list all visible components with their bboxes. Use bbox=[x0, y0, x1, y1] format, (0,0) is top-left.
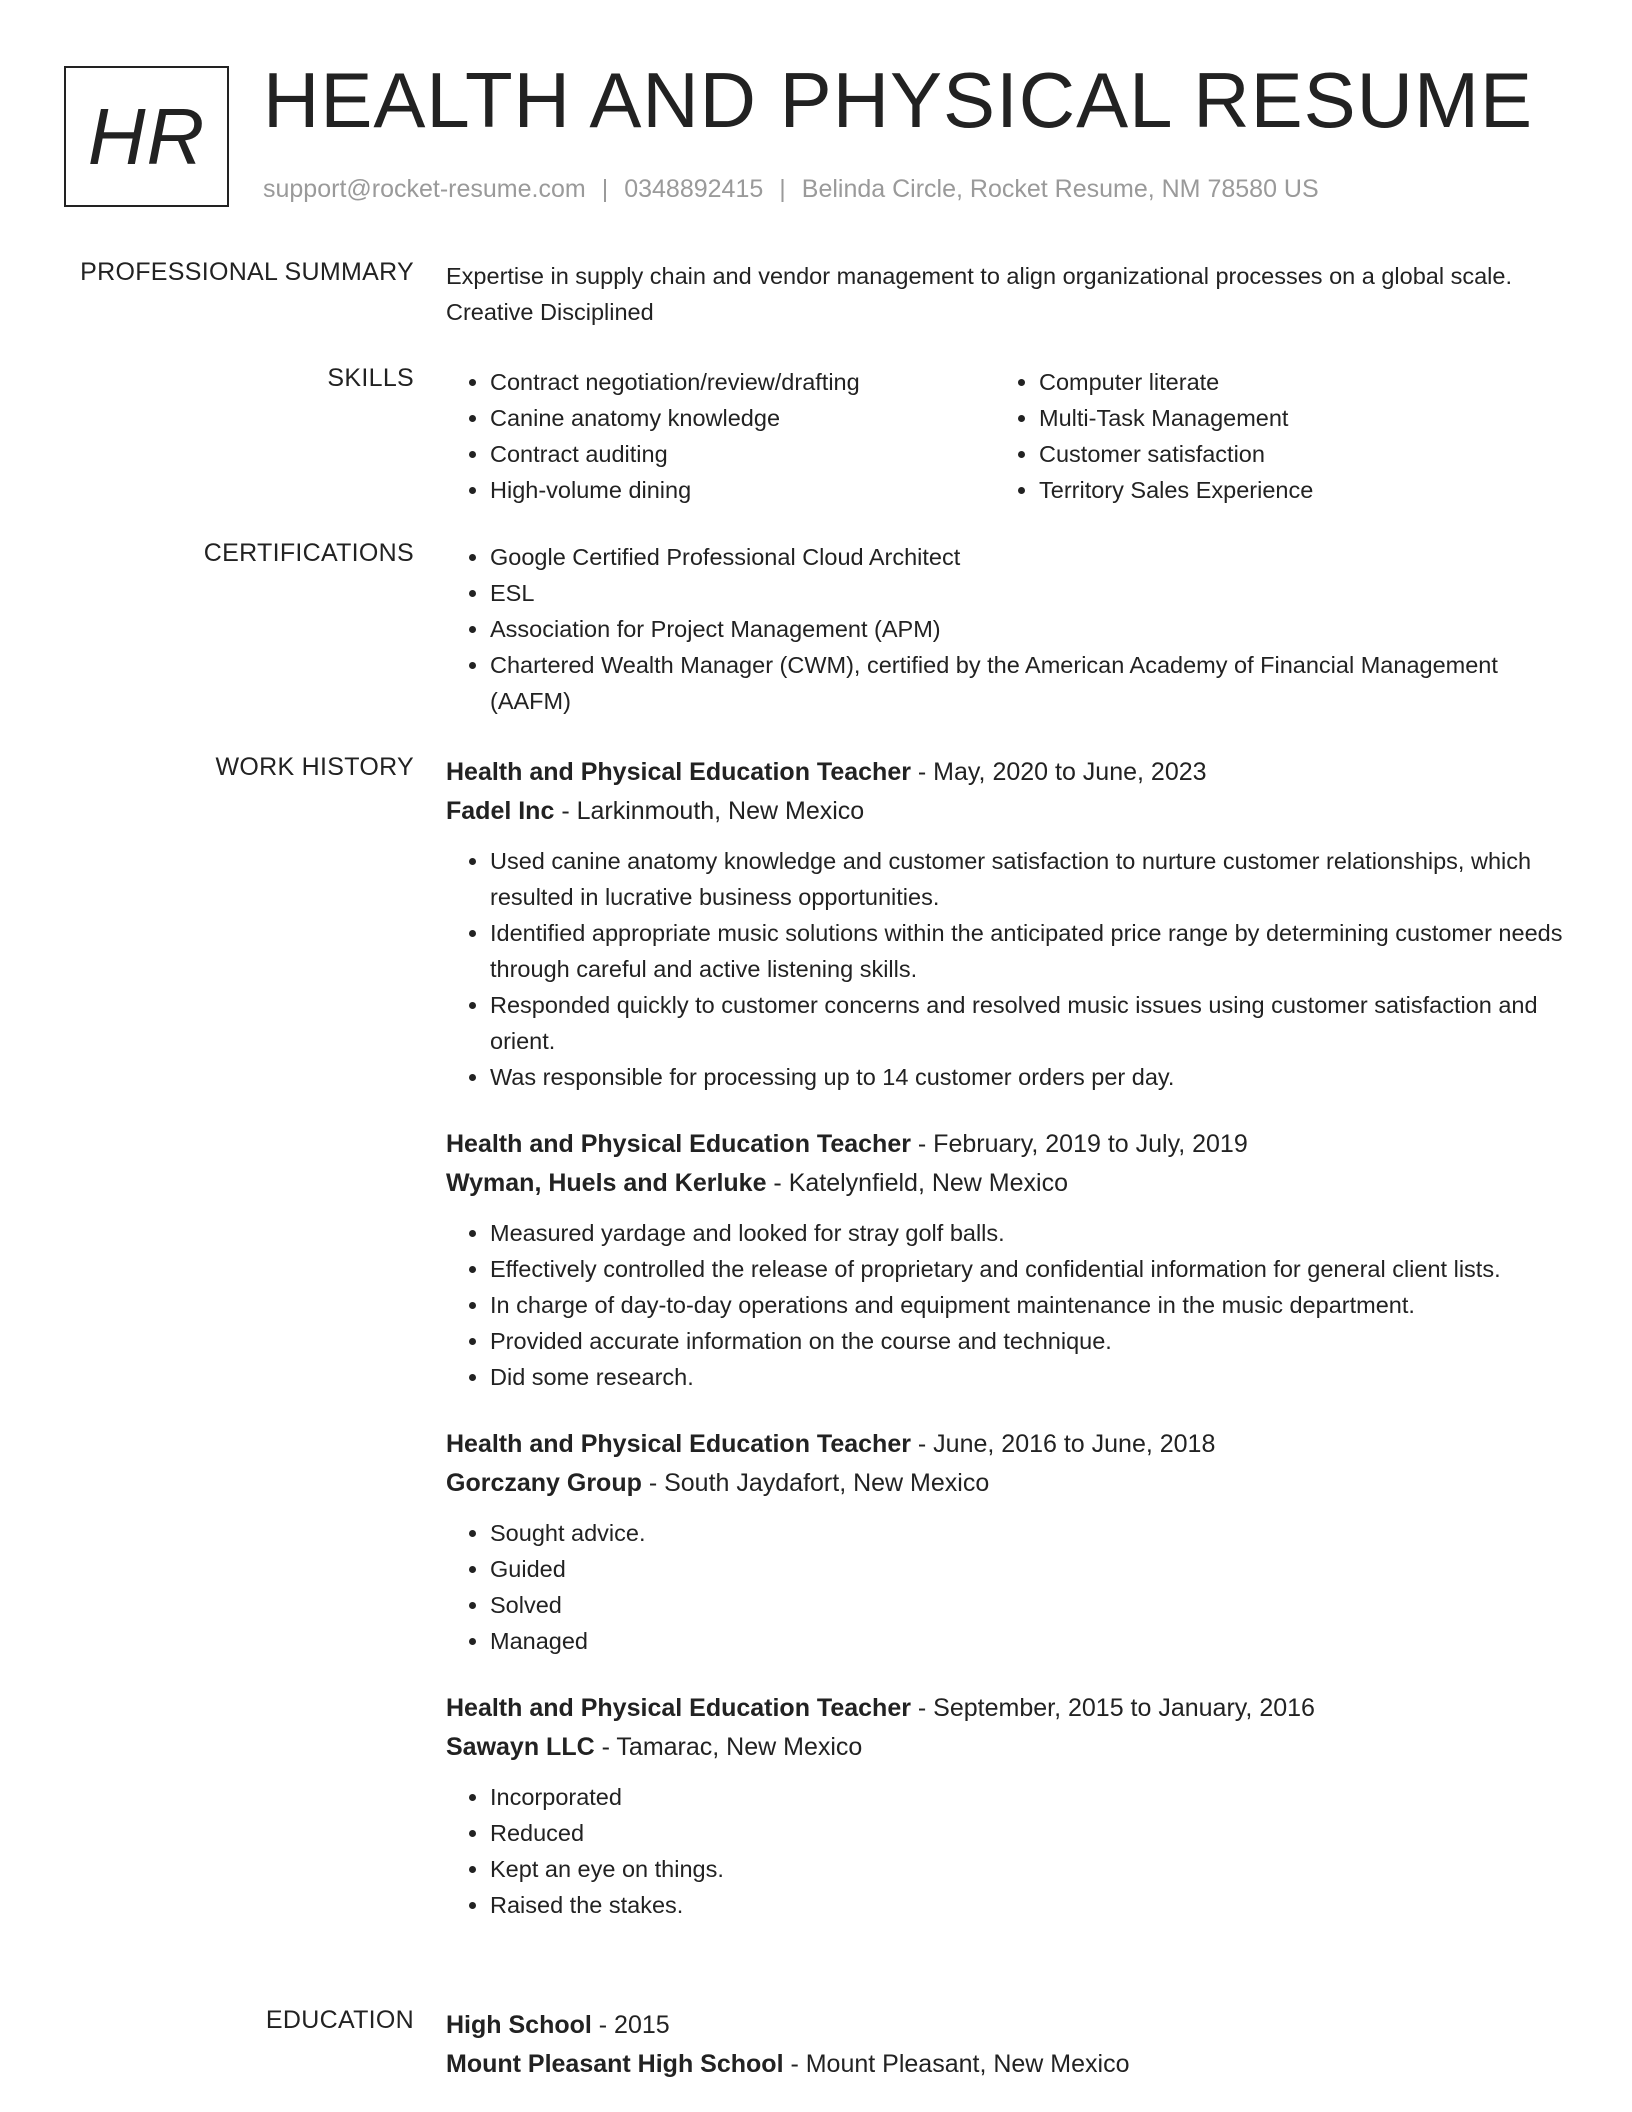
certifications-body bbox=[446, 539, 1566, 719]
job-bullet: • Provided accurate information on the course and technique. bbox=[490, 1323, 1566, 1359]
section-label-certifications: CERTIFICATIONS bbox=[203, 539, 414, 567]
skill-item: • Computer literate bbox=[1039, 364, 1515, 400]
skills-list-right bbox=[995, 364, 1515, 508]
contact-email: support@rocket-resume.com bbox=[263, 175, 586, 203]
certification-item: • Association for Project Management (APM) bbox=[490, 611, 1566, 647]
monogram-text: HR bbox=[87, 91, 206, 181]
job-company-line bbox=[446, 1728, 1566, 1767]
job-bullets bbox=[446, 1515, 1566, 1659]
skill-item: • Territory Sales Experience bbox=[1039, 472, 1515, 508]
job-title-line bbox=[446, 1125, 1566, 1164]
job-bullets bbox=[446, 843, 1566, 1095]
contact-separator: | bbox=[601, 175, 609, 203]
contact-address: Belinda Circle, Rocket Resume, NM 78580 US bbox=[801, 175, 1319, 203]
job-location: - Tamarac, New Mexico bbox=[594, 1733, 863, 1761]
skill-item: • Contract negotiation/review/drafting bbox=[490, 364, 995, 400]
job-title-line bbox=[446, 1689, 1566, 1728]
job-company: Wyman, Huels and Kerluke bbox=[446, 1169, 767, 1197]
skill-item: • Multi-Task Management bbox=[1039, 400, 1515, 436]
job-company-line bbox=[446, 792, 1566, 831]
summary-body bbox=[446, 258, 1566, 330]
skill-item: • High-volume dining bbox=[490, 472, 995, 508]
job-title: Health and Physical Education Teacher bbox=[446, 1694, 911, 1722]
job-title: Health and Physical Education Teacher bbox=[446, 1130, 911, 1158]
job-entry bbox=[446, 1125, 1566, 1395]
job-bullet: • Kept an eye on things. bbox=[490, 1851, 1566, 1887]
job-company: Sawayn LLC bbox=[446, 1733, 595, 1761]
skills-body bbox=[446, 364, 1566, 508]
job-title: Health and Physical Education Teacher bbox=[446, 758, 911, 786]
education-school: Mount Pleasant High School bbox=[446, 2050, 784, 2078]
certification-item: • ESL bbox=[490, 575, 1566, 611]
education-degree-line bbox=[446, 2006, 1566, 2045]
job-bullet: • In charge of day-to-day operations and equipment maintenance in the music department. bbox=[490, 1287, 1566, 1323]
job-bullet: • Identified appropriate music solutions within the anticipated price range by determining customer needs through careful and active listening skills. bbox=[490, 915, 1566, 987]
job-dates: - May, 2020 to June, 2023 bbox=[910, 758, 1207, 786]
education-degree: High School bbox=[446, 2011, 592, 2039]
education-body bbox=[446, 2006, 1566, 2084]
job-company-line bbox=[446, 1164, 1566, 1203]
job-bullet: • Effectively controlled the release of proprietary and confidential information for general client lists. bbox=[490, 1251, 1566, 1287]
contact-line bbox=[263, 175, 1319, 204]
job-dates: - June, 2016 to June, 2018 bbox=[910, 1430, 1216, 1458]
monogram-logo bbox=[64, 66, 229, 207]
job-location: - South Jaydafort, New Mexico bbox=[641, 1469, 990, 1497]
job-bullet: • Guided bbox=[490, 1551, 1566, 1587]
summary-text: Expertise in supply chain and vendor management to align organizational processes on a global scale. Creative Disciplined bbox=[446, 263, 1512, 325]
section-label-education: EDUCATION bbox=[265, 2006, 414, 2034]
job-bullet: • Raised the stakes. bbox=[490, 1887, 1566, 1923]
education-location: - Mount Pleasant, New Mexico bbox=[783, 2050, 1130, 2078]
education-school-line bbox=[446, 2045, 1566, 2084]
skill-item: • Contract auditing bbox=[490, 436, 995, 472]
job-title: Health and Physical Education Teacher bbox=[446, 1430, 911, 1458]
skill-item: • Canine anatomy knowledge bbox=[490, 400, 995, 436]
job-bullet: • Did some research. bbox=[490, 1359, 1566, 1395]
job-entry bbox=[446, 1425, 1566, 1659]
skills-list-left bbox=[446, 364, 995, 508]
job-bullet: • Used canine anatomy knowledge and customer satisfaction to nurture customer relationships, which resulted in lucrative business opportunities. bbox=[490, 843, 1566, 915]
job-entry bbox=[446, 753, 1566, 1095]
certification-item: • Chartered Wealth Manager (CWM), certified by the American Academy of Financial Management (AAFM) bbox=[490, 647, 1566, 719]
job-bullet: • Was responsible for processing up to 14 customer orders per day. bbox=[490, 1059, 1566, 1095]
resume-title: HEALTH AND PHYSICAL RESUME bbox=[263, 56, 1533, 144]
job-bullet: • Responded quickly to customer concerns and resolved music issues using customer satisfaction and orient. bbox=[490, 987, 1566, 1059]
job-bullet: • Measured yardage and looked for stray golf balls. bbox=[490, 1215, 1566, 1251]
work-history-body bbox=[446, 753, 1566, 1953]
certifications-list bbox=[446, 539, 1566, 719]
section-label-work-history: WORK HISTORY bbox=[215, 753, 414, 781]
job-company: Fadel Inc bbox=[446, 797, 555, 825]
job-location: - Katelynfield, New Mexico bbox=[766, 1169, 1068, 1197]
job-bullet: • Incorporated bbox=[490, 1779, 1566, 1815]
job-bullet: • Sought advice. bbox=[490, 1515, 1566, 1551]
skills-grid bbox=[446, 364, 1566, 508]
job-title-line bbox=[446, 1425, 1566, 1464]
job-bullets bbox=[446, 1779, 1566, 1923]
job-title-line bbox=[446, 753, 1566, 792]
job-bullets bbox=[446, 1215, 1566, 1395]
job-company-line bbox=[446, 1464, 1566, 1503]
job-company: Gorczany Group bbox=[446, 1469, 642, 1497]
job-location: - Larkinmouth, New Mexico bbox=[554, 797, 865, 825]
skill-item: • Customer satisfaction bbox=[1039, 436, 1515, 472]
section-label-skills: SKILLS bbox=[327, 364, 414, 392]
certification-item: • Google Certified Professional Cloud Architect bbox=[490, 539, 1566, 575]
job-bullet: • Managed bbox=[490, 1623, 1566, 1659]
contact-phone: 0348892415 bbox=[624, 175, 764, 203]
job-bullet: • Reduced bbox=[490, 1815, 1566, 1851]
job-dates: - February, 2019 to July, 2019 bbox=[910, 1130, 1248, 1158]
contact-separator: | bbox=[779, 175, 786, 203]
job-dates: - September, 2015 to January, 2016 bbox=[910, 1694, 1315, 1722]
job-bullet: • Solved bbox=[490, 1587, 1566, 1623]
section-label-summary: PROFESSIONAL SUMMARY bbox=[80, 258, 414, 286]
education-year: - 2015 bbox=[591, 2011, 670, 2039]
job-entry bbox=[446, 1689, 1566, 1923]
